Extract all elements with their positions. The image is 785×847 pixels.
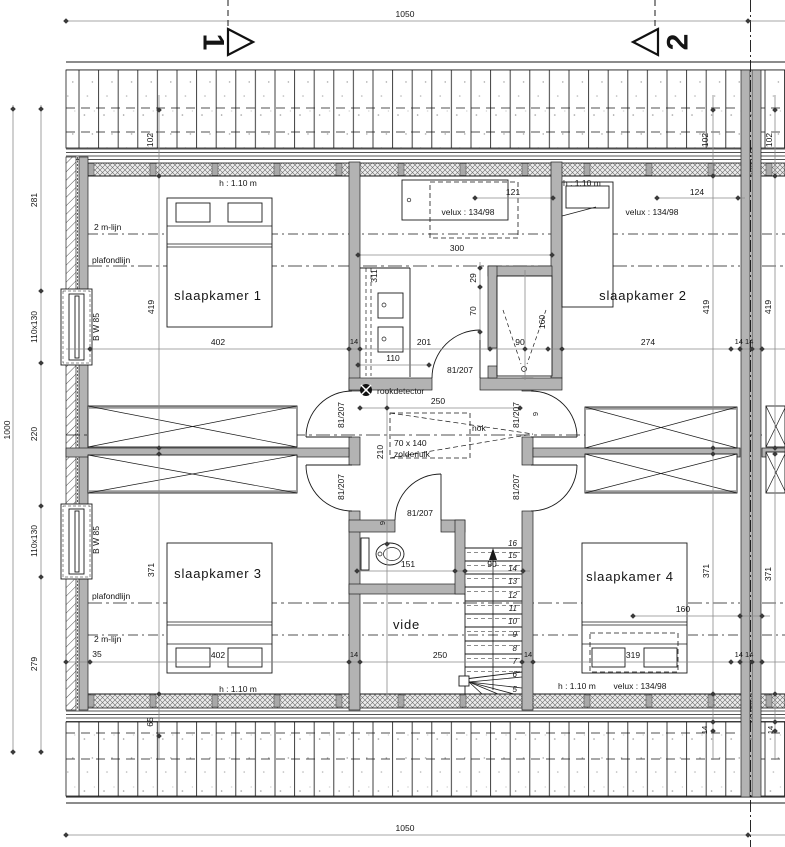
tread-5: 5 xyxy=(512,685,517,694)
knee-height-sk2: h : 1.10 m xyxy=(563,178,601,188)
wall-14-pair-bottom: 14 14 xyxy=(734,650,754,659)
door-size-sk4: 81/207 xyxy=(511,474,521,500)
wall-14-top: 14 xyxy=(349,337,359,346)
room-label-sk3: slaapkamer 3 xyxy=(174,566,262,581)
dim-velux-offset-124: 124 xyxy=(689,187,705,197)
tread-6: 6 xyxy=(512,670,517,679)
velux-label-bath: velux : 134/98 xyxy=(441,207,495,217)
knee-height-sk1: h : 1.10 m xyxy=(219,178,257,188)
tread-8: 8 xyxy=(512,644,517,653)
section-2-label: 2 xyxy=(661,33,695,51)
dim-hall-depth: 210 xyxy=(375,444,385,460)
dim-velux-offset-121: 121 xyxy=(505,187,521,197)
dim-rafter-neighbour: 102 xyxy=(764,132,774,148)
dim-bath-70: 70 xyxy=(468,306,478,316)
tread-14: 14 xyxy=(508,564,517,573)
dim-left-279: 279 xyxy=(29,656,39,672)
tread-12: 12 xyxy=(508,591,517,600)
door-size-bath: 81/207 xyxy=(447,365,473,375)
dim-neighbour-depth-bottom: 371 xyxy=(763,566,773,582)
dim-sk2-depth: 419 xyxy=(701,299,711,315)
door-size-wc: 81/207 xyxy=(407,508,433,518)
dim-top-width: 1050 xyxy=(395,9,415,19)
dim-sk2-width: 274 xyxy=(640,337,656,347)
wc-bowl xyxy=(376,543,404,565)
dim-left-281: 281 xyxy=(29,192,39,208)
bed-slaapkamer-1 xyxy=(167,198,272,327)
hatch-name-label: zolderluik xyxy=(394,449,430,459)
knee-height-sk4: h : 1.10 m xyxy=(558,681,596,691)
dim-hall-width: 250 xyxy=(430,396,446,406)
dim-shower-width: 90 xyxy=(515,337,525,347)
two-m-line-bottom: 2 m-lijn xyxy=(94,634,122,644)
dim-bath-110: 110 xyxy=(386,353,400,363)
tread-16: 16 xyxy=(508,539,517,548)
dim-left-total: 1000 xyxy=(2,420,12,440)
dormer-window-bottom xyxy=(61,504,92,579)
dim-rafter-right: 102 xyxy=(700,132,710,148)
dim-sk4-depth: 371 xyxy=(701,563,711,579)
tread-15: 15 xyxy=(508,551,517,560)
dim-neighbour-depth-top: 419 xyxy=(763,299,773,315)
wall-14-bottom-left: 14 xyxy=(349,650,359,659)
wall-14-bottom-right: 14 xyxy=(523,650,533,659)
door-size-sk2: 81/207 xyxy=(511,402,521,428)
dim-wc-width: 151 xyxy=(400,559,416,569)
dim-eave-14-a: 14 xyxy=(700,725,709,735)
room-label-vide: vide xyxy=(393,617,421,632)
window-label-bottom: B W 85 xyxy=(91,526,101,554)
dim-left-110x130-top: 110x130 xyxy=(29,311,39,343)
smoke-detector-icon xyxy=(360,384,372,396)
dim-bath-29: 29 xyxy=(468,273,478,283)
tread-7: 7 xyxy=(512,657,517,666)
dim-sk4-width: 319 xyxy=(625,650,641,660)
ceiling-line-top: plafondlijn xyxy=(92,255,131,265)
tread-11: 11 xyxy=(508,604,517,613)
wall-14-pair-top: 14 14 xyxy=(734,337,754,346)
section-1-label: 1 xyxy=(196,33,230,51)
dormer-window-top xyxy=(61,289,92,365)
ceiling-line-bottom: plafondlijn xyxy=(92,591,131,601)
dim-rafter-left: 102 xyxy=(145,132,155,148)
jamb-9-b: 9 xyxy=(378,520,387,526)
dim-sk3-wall-35: 35 xyxy=(92,649,102,659)
tread-13: 13 xyxy=(508,577,517,586)
room-label-sk1: slaapkamer 1 xyxy=(174,288,262,303)
dim-sk3-depth: 371 xyxy=(146,562,156,578)
dim-shower-depth: 160 xyxy=(537,314,547,330)
hatch-size-label: 70 x 140 xyxy=(394,438,427,448)
dim-vide-width: 250 xyxy=(432,650,448,660)
door-size-sk1: 81/207 xyxy=(336,402,346,428)
stair-newel xyxy=(459,676,469,686)
dim-eave-65: 65 xyxy=(145,717,155,727)
dim-stairs-width: 90 xyxy=(487,559,497,569)
velux-label-sk2: velux : 134/98 xyxy=(625,207,679,217)
dim-eave-14-b: 14 xyxy=(766,725,775,735)
dim-left-220: 220 xyxy=(29,426,39,442)
dim-sk1-width: 402 xyxy=(210,337,226,347)
knee-height-sk3: h : 1.10 m xyxy=(219,684,257,694)
room-label-sk4: slaapkamer 4 xyxy=(586,569,674,584)
room-label-sk2: slaapkamer 2 xyxy=(599,288,687,303)
window-label-top: B W 85 xyxy=(91,313,101,341)
smoke-detector-label: rookdetector xyxy=(377,386,425,396)
dim-sk4-bed-160: 160 xyxy=(675,604,691,614)
wc-cistern xyxy=(361,538,369,570)
dim-sk1-depth: 419 xyxy=(146,299,156,315)
tread-9: 9 xyxy=(512,630,517,639)
dim-left-110x130-bottom: 110x130 xyxy=(29,525,39,557)
ridge-label: nok xyxy=(472,423,486,433)
dim-bottom-width: 1050 xyxy=(395,823,415,833)
dim-bath-201: 201 xyxy=(416,337,432,347)
dim-bath-300: 300 xyxy=(449,243,465,253)
tread-10: 10 xyxy=(508,617,517,626)
dim-sk3-width: 402 xyxy=(210,650,226,660)
velux-label-sk4: velux : 134/98 xyxy=(613,681,667,691)
door-size-sk3: 81/207 xyxy=(336,474,346,500)
jamb-9-a: 9 xyxy=(531,411,540,417)
dim-bath-311: 311 xyxy=(369,269,379,283)
two-m-line-top: 2 m-lijn xyxy=(94,222,122,232)
